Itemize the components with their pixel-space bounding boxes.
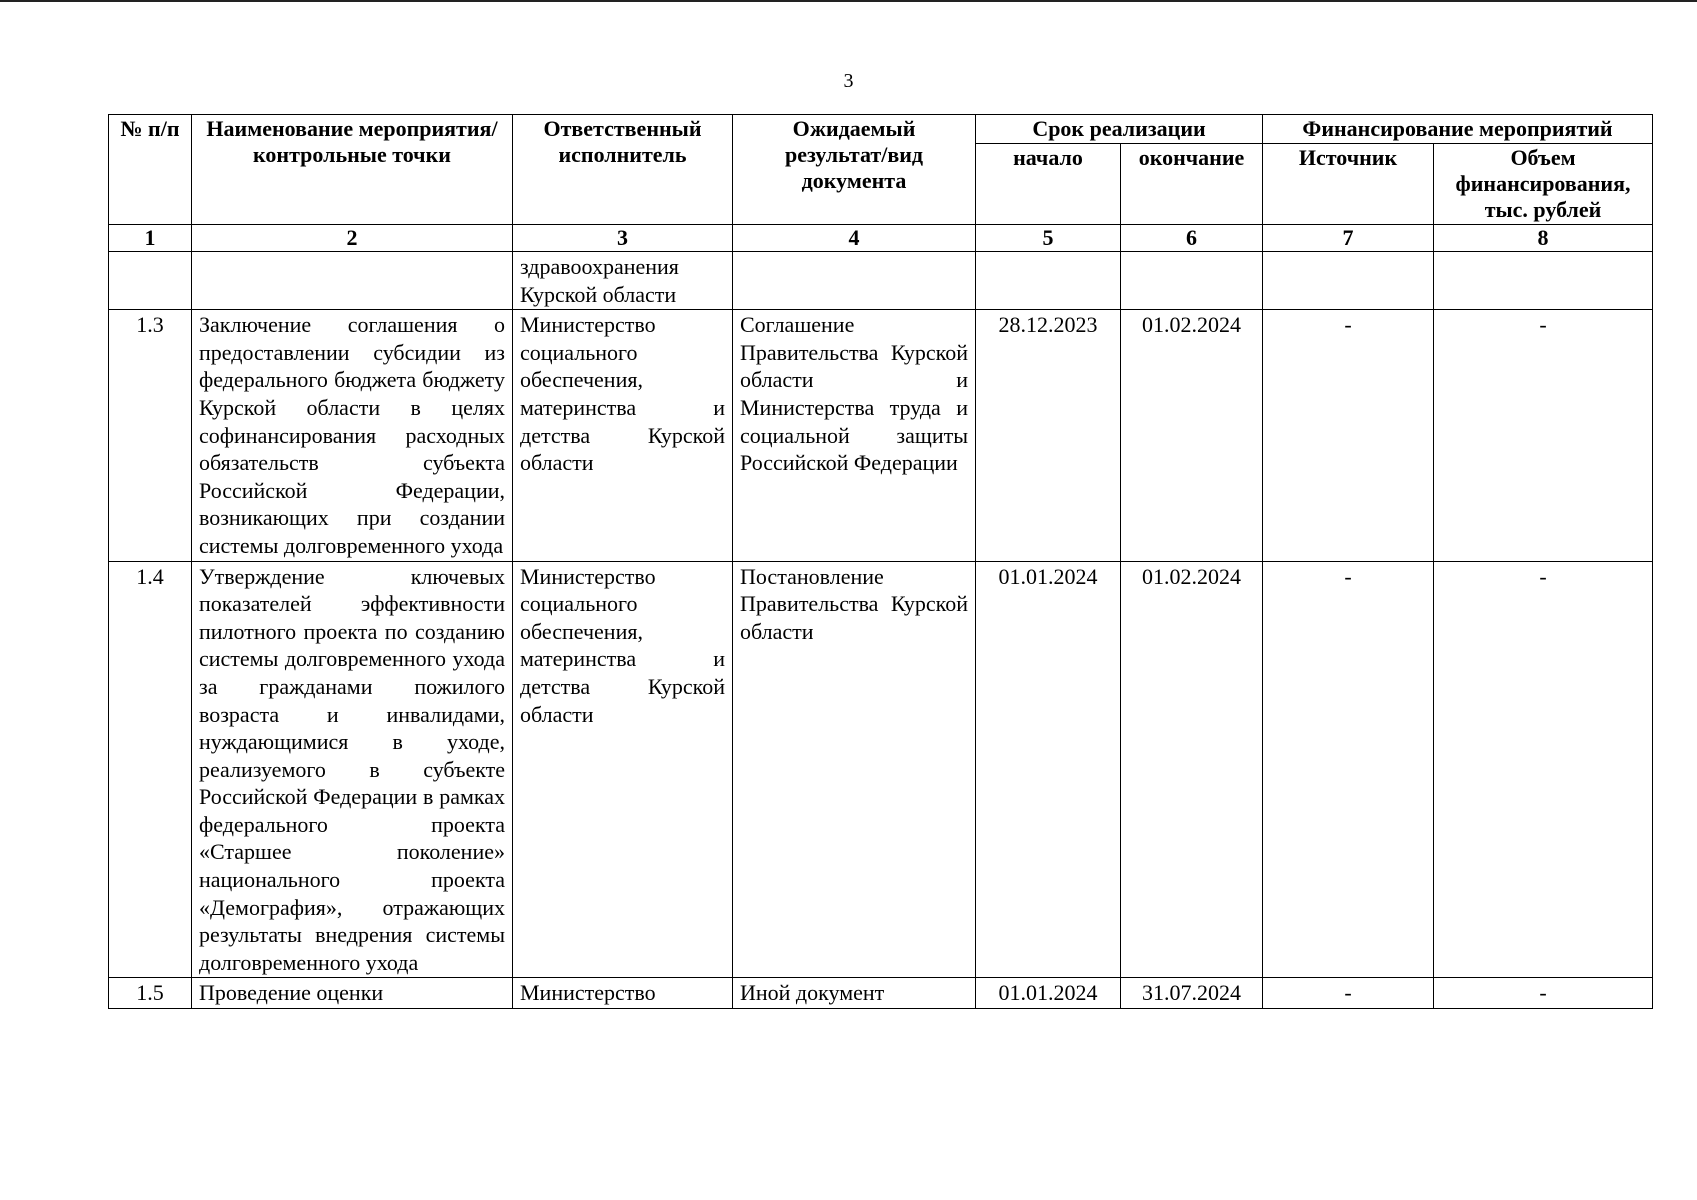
cell-result: Иной документ [733, 978, 976, 1009]
cell-start: 01.01.2024 [976, 978, 1121, 1009]
top-scan-edge [0, 0, 1697, 2]
cell-responsible: Министерство социального обеспечения, материнства и детства Курской области [513, 561, 733, 978]
col-header-no: № п/п [109, 115, 192, 225]
col-header-financing: Финансирование мероприятий [1263, 115, 1653, 144]
table-row-1-3 [109, 310, 1653, 561]
col-header-end: окончание [1121, 144, 1263, 225]
column-number: 8 [1434, 225, 1653, 252]
column-number: 7 [1263, 225, 1434, 252]
cell-name: Утверждение ключевых показателей эффективности пилотного проекта по созданию системы долговременного ухода за гражданами пожилого возраста и инвалидами, нуждающимися в уходе, реализуемого в субъекте Российской Федерации в рамках федерального проекта «Старшее поколение» национального проекта «Демография», отражающих результаты внедрения системы долговременного ухода [192, 561, 513, 978]
cell-no [109, 252, 192, 310]
column-numbers-row [109, 225, 1653, 252]
column-number: 1 [109, 225, 192, 252]
cell-result: Соглашение Правительства Курской области и Министерства труда и социальной защиты Российской Федерации [733, 310, 976, 561]
col-header-start: начало [976, 144, 1121, 225]
cell-no: 1.5 [109, 978, 192, 1009]
cell-start: 01.01.2024 [976, 561, 1121, 978]
page-number: 3 [843, 70, 854, 92]
cell-start: 28.12.2023 [976, 310, 1121, 561]
column-number: 2 [192, 225, 513, 252]
cell-end: 31.07.2024 [1121, 978, 1263, 1009]
cell-result [733, 252, 976, 310]
header-row-1 [109, 115, 1653, 144]
column-number: 4 [733, 225, 976, 252]
cell-source: - [1263, 978, 1434, 1009]
cell-name: Заключение соглашения о предоставлении субсидии из федерального бюджета бюджету Курской области в целях софинансирования расходных обязательств субъекта Российской Федерации, возникающих при создании системы долговременного ухода [192, 310, 513, 561]
col-header-name: Наименование мероприятия/контрольные точки [192, 115, 513, 225]
cell-end: 01.02.2024 [1121, 310, 1263, 561]
cell-responsible: Министерство социального обеспечения, материнства и детства Курской области [513, 310, 733, 561]
cell-result: Постановление Правительства Курской области [733, 561, 976, 978]
cell-start [976, 252, 1121, 310]
col-header-responsible: Ответственный исполнитель [513, 115, 733, 225]
cell-volume: - [1434, 978, 1653, 1009]
col-header-volume: Объем финансирования, тыс. рублей [1434, 144, 1653, 225]
cell-responsible: здравоохранения Курской области [513, 252, 733, 310]
cell-source: - [1263, 310, 1434, 561]
cell-no: 1.3 [109, 310, 192, 561]
column-number: 6 [1121, 225, 1263, 252]
table-row-continued [109, 252, 1653, 310]
activities-table [108, 114, 1653, 1009]
col-header-term: Срок реализации [976, 115, 1263, 144]
cell-source [1263, 252, 1434, 310]
table-row-1-4 [109, 561, 1653, 978]
cell-responsible: Министерство [513, 978, 733, 1009]
cell-end: 01.02.2024 [1121, 561, 1263, 978]
cell-source: - [1263, 561, 1434, 978]
cell-end [1121, 252, 1263, 310]
table-row-1-5 [109, 978, 1653, 1009]
col-header-source: Источник [1263, 144, 1434, 225]
column-number: 3 [513, 225, 733, 252]
cell-name [192, 252, 513, 310]
cell-no: 1.4 [109, 561, 192, 978]
cell-volume: - [1434, 310, 1653, 561]
cell-name-word: Проведение оценки [199, 980, 384, 1006]
col-header-result: Ожидаемый результат/вид документа [733, 115, 976, 225]
column-number: 5 [976, 225, 1121, 252]
cell-name [192, 978, 513, 1009]
cell-volume: - [1434, 561, 1653, 978]
cell-volume [1434, 252, 1653, 310]
